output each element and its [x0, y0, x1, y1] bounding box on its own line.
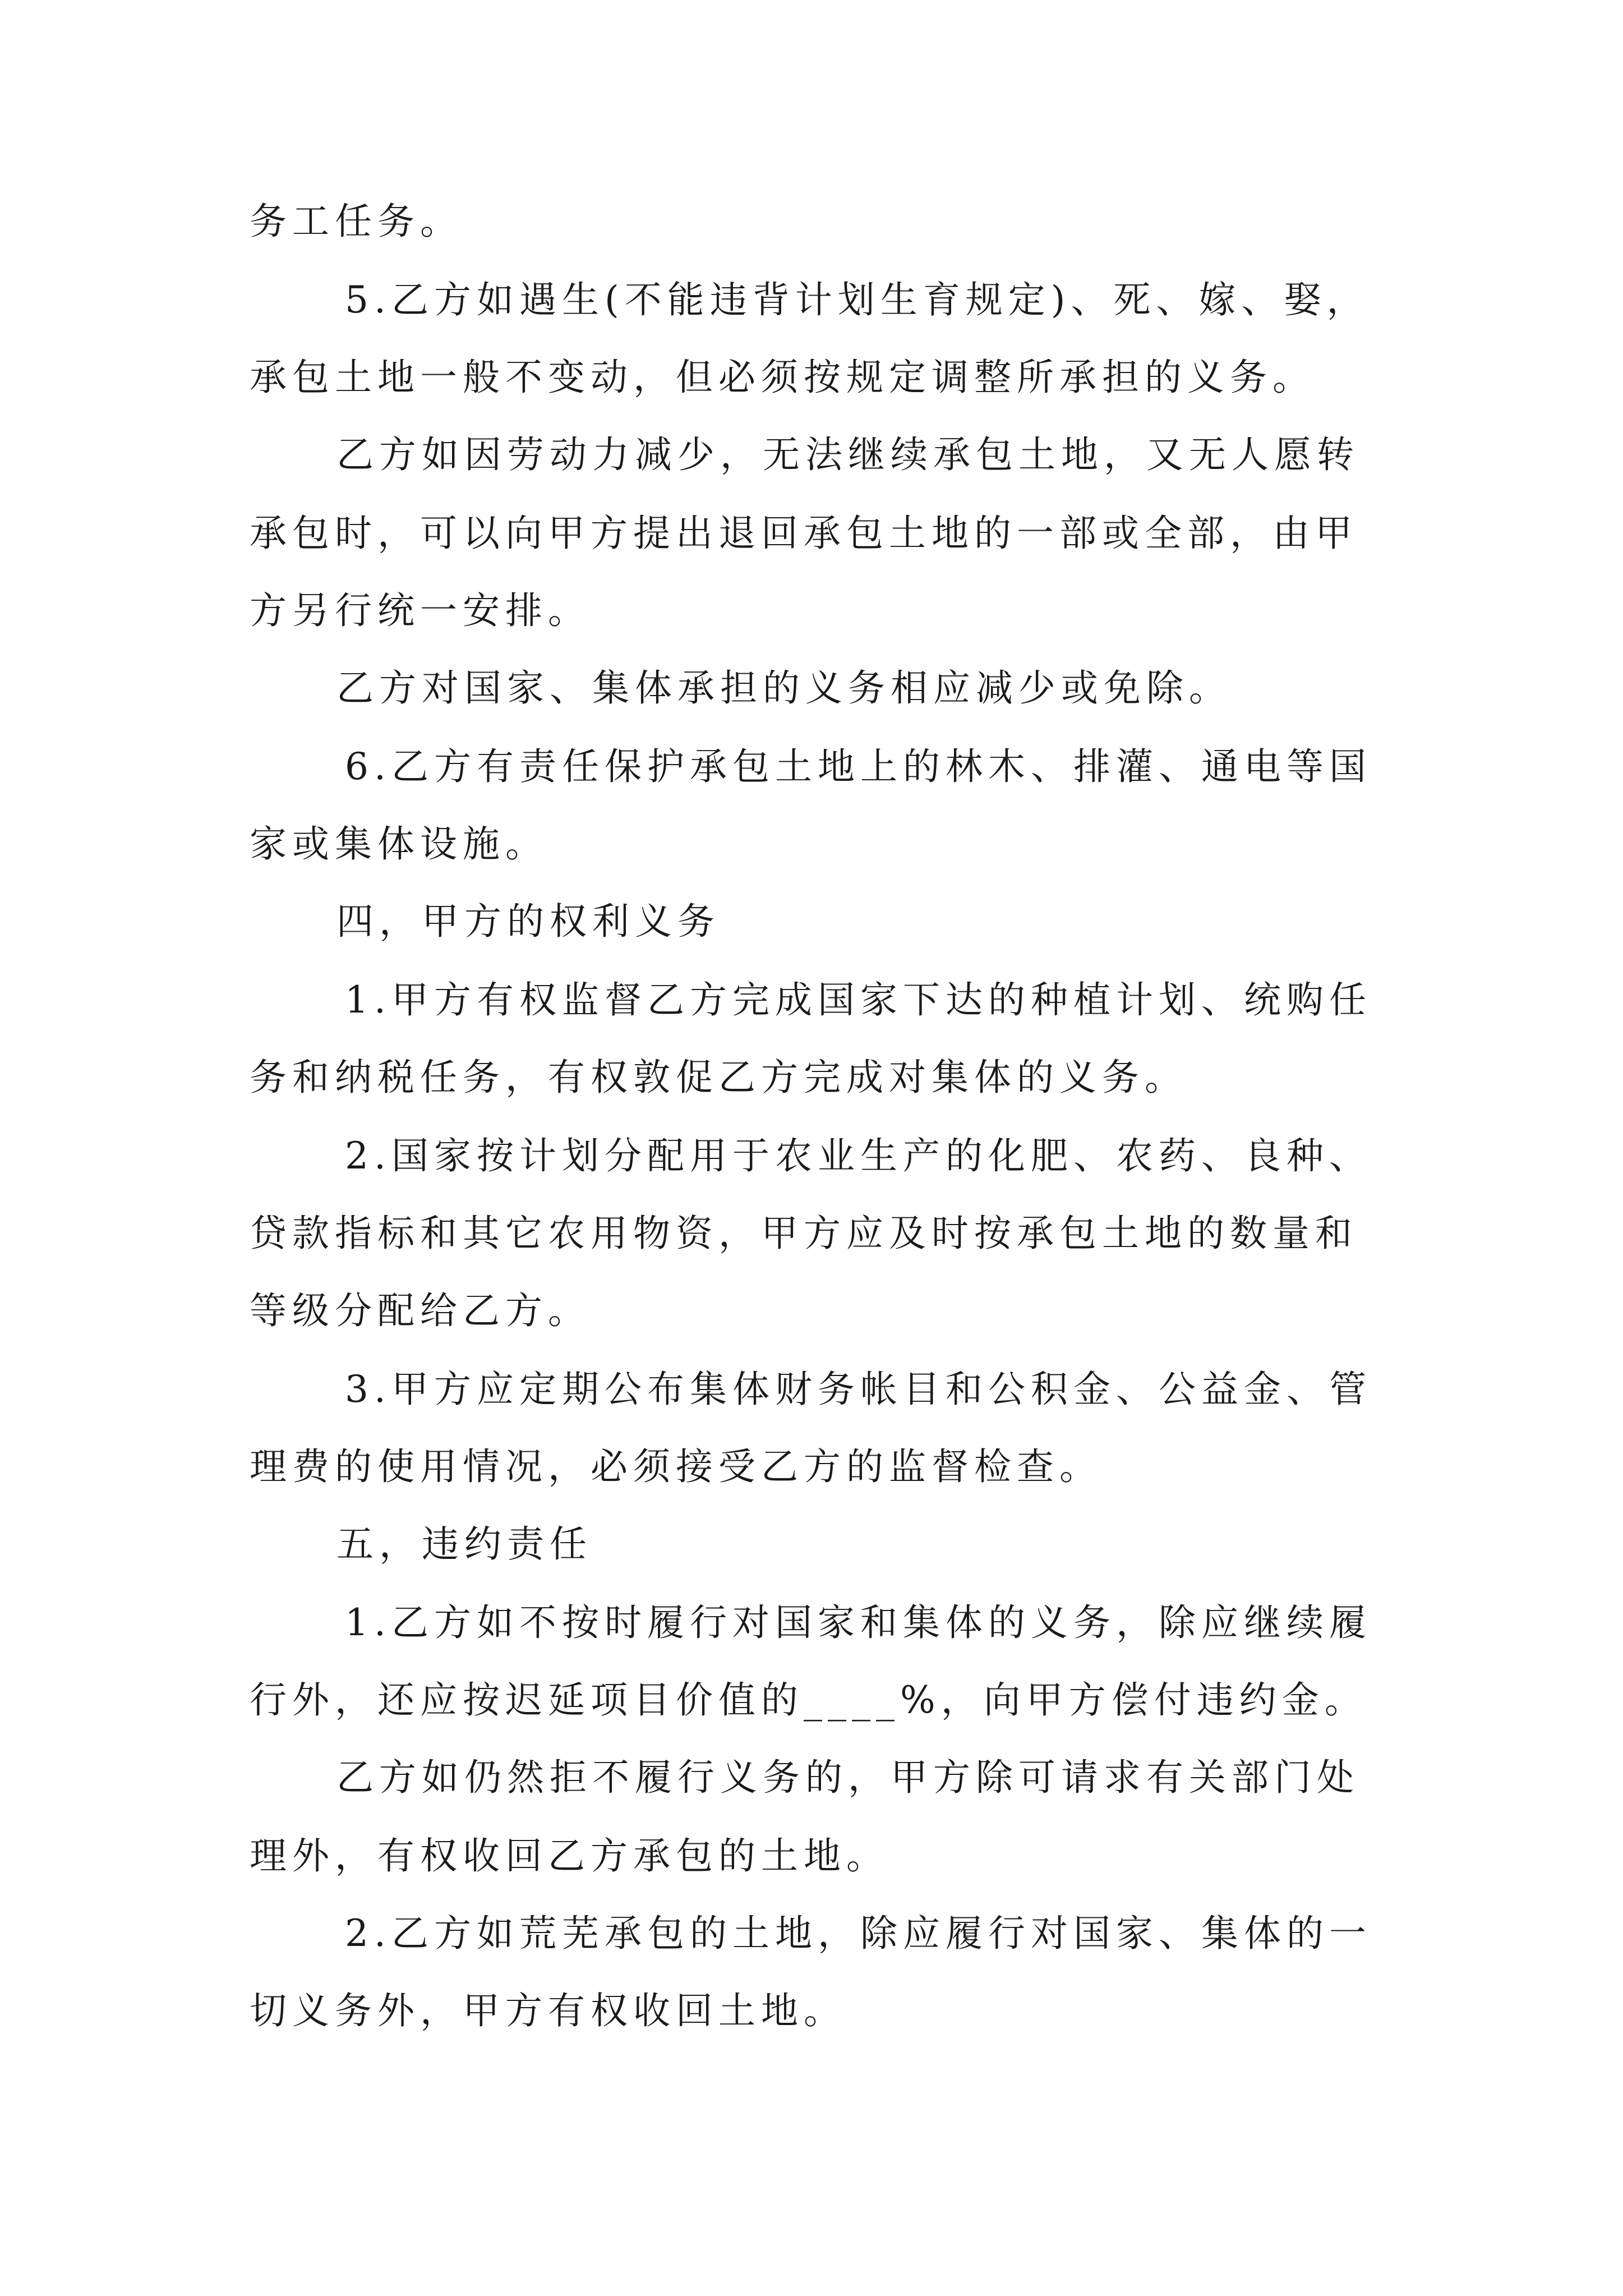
text-line: 1.甲方有权监督乙方完成国家下达的种植计划、统购任 [345, 978, 1372, 1022]
text-line: 务工任务。 [250, 200, 463, 243]
text-line: 方另行统一安排。 [250, 589, 591, 632]
text-line: 务和纳税任务，有权敦促乙方完成对集体的义务。 [250, 1056, 1187, 1099]
text-line: 理费的使用情况，必须接受乙方的监督检查。 [250, 1445, 1102, 1488]
text-line: 承包土地一般不变动，但必须按规定调整所承担的义务。 [250, 356, 1315, 399]
text-line: 乙方如仍然拒不履行义务的，甲方除可请求有关部门处 [336, 1756, 1359, 1799]
text-line: 切义务外，甲方有权收回土地。 [250, 1989, 846, 2032]
text-line: 家或集体设施。 [250, 822, 548, 866]
text-line: 3.甲方应定期公布集体财务帐目和公积金、公益金、管 [345, 1368, 1372, 1411]
text-line: 承包时，可以向甲方提出退回承包土地的一部或全部，由甲 [250, 512, 1358, 555]
text-line: 贷款指标和其它农用物资，甲方应及时按承包土地的数量和 [250, 1212, 1358, 1255]
text-line: 1.乙方如不按时履行对国家和集体的义务，除应继续履 [345, 1601, 1372, 1644]
text-line: 乙方对国家、集体承担的义务相应减少或免除。 [336, 666, 1232, 710]
text-line: 理外，有权收回乙方承包的土地。 [250, 1834, 889, 1878]
text-line: 6.乙方有责任保护承包土地上的林木、排灌、通电等国 [345, 745, 1372, 788]
text-line: 行外，还应按迟延项目价值的____%，向甲方偿付违约金。 [250, 1678, 1367, 1722]
text-line: 等级分配给乙方。 [250, 1289, 591, 1332]
text-line: 乙方如因劳动力减少，无法继续承包土地，又无人愿转 [336, 433, 1359, 476]
text-line: 2.乙方如荒芜承包的土地，除应履行对国家、集体的一 [345, 1912, 1372, 1955]
section-heading: 五，违约责任 [336, 1522, 592, 1566]
text-line: 5.乙方如遇生(不能违背计划生育规定)、死、嫁、娶， [345, 278, 1370, 321]
section-heading: 四，甲方的权利义务 [336, 900, 720, 943]
text-line: 2.国家按计划分配用于农业生产的化肥、农药、良种、 [345, 1134, 1372, 1177]
